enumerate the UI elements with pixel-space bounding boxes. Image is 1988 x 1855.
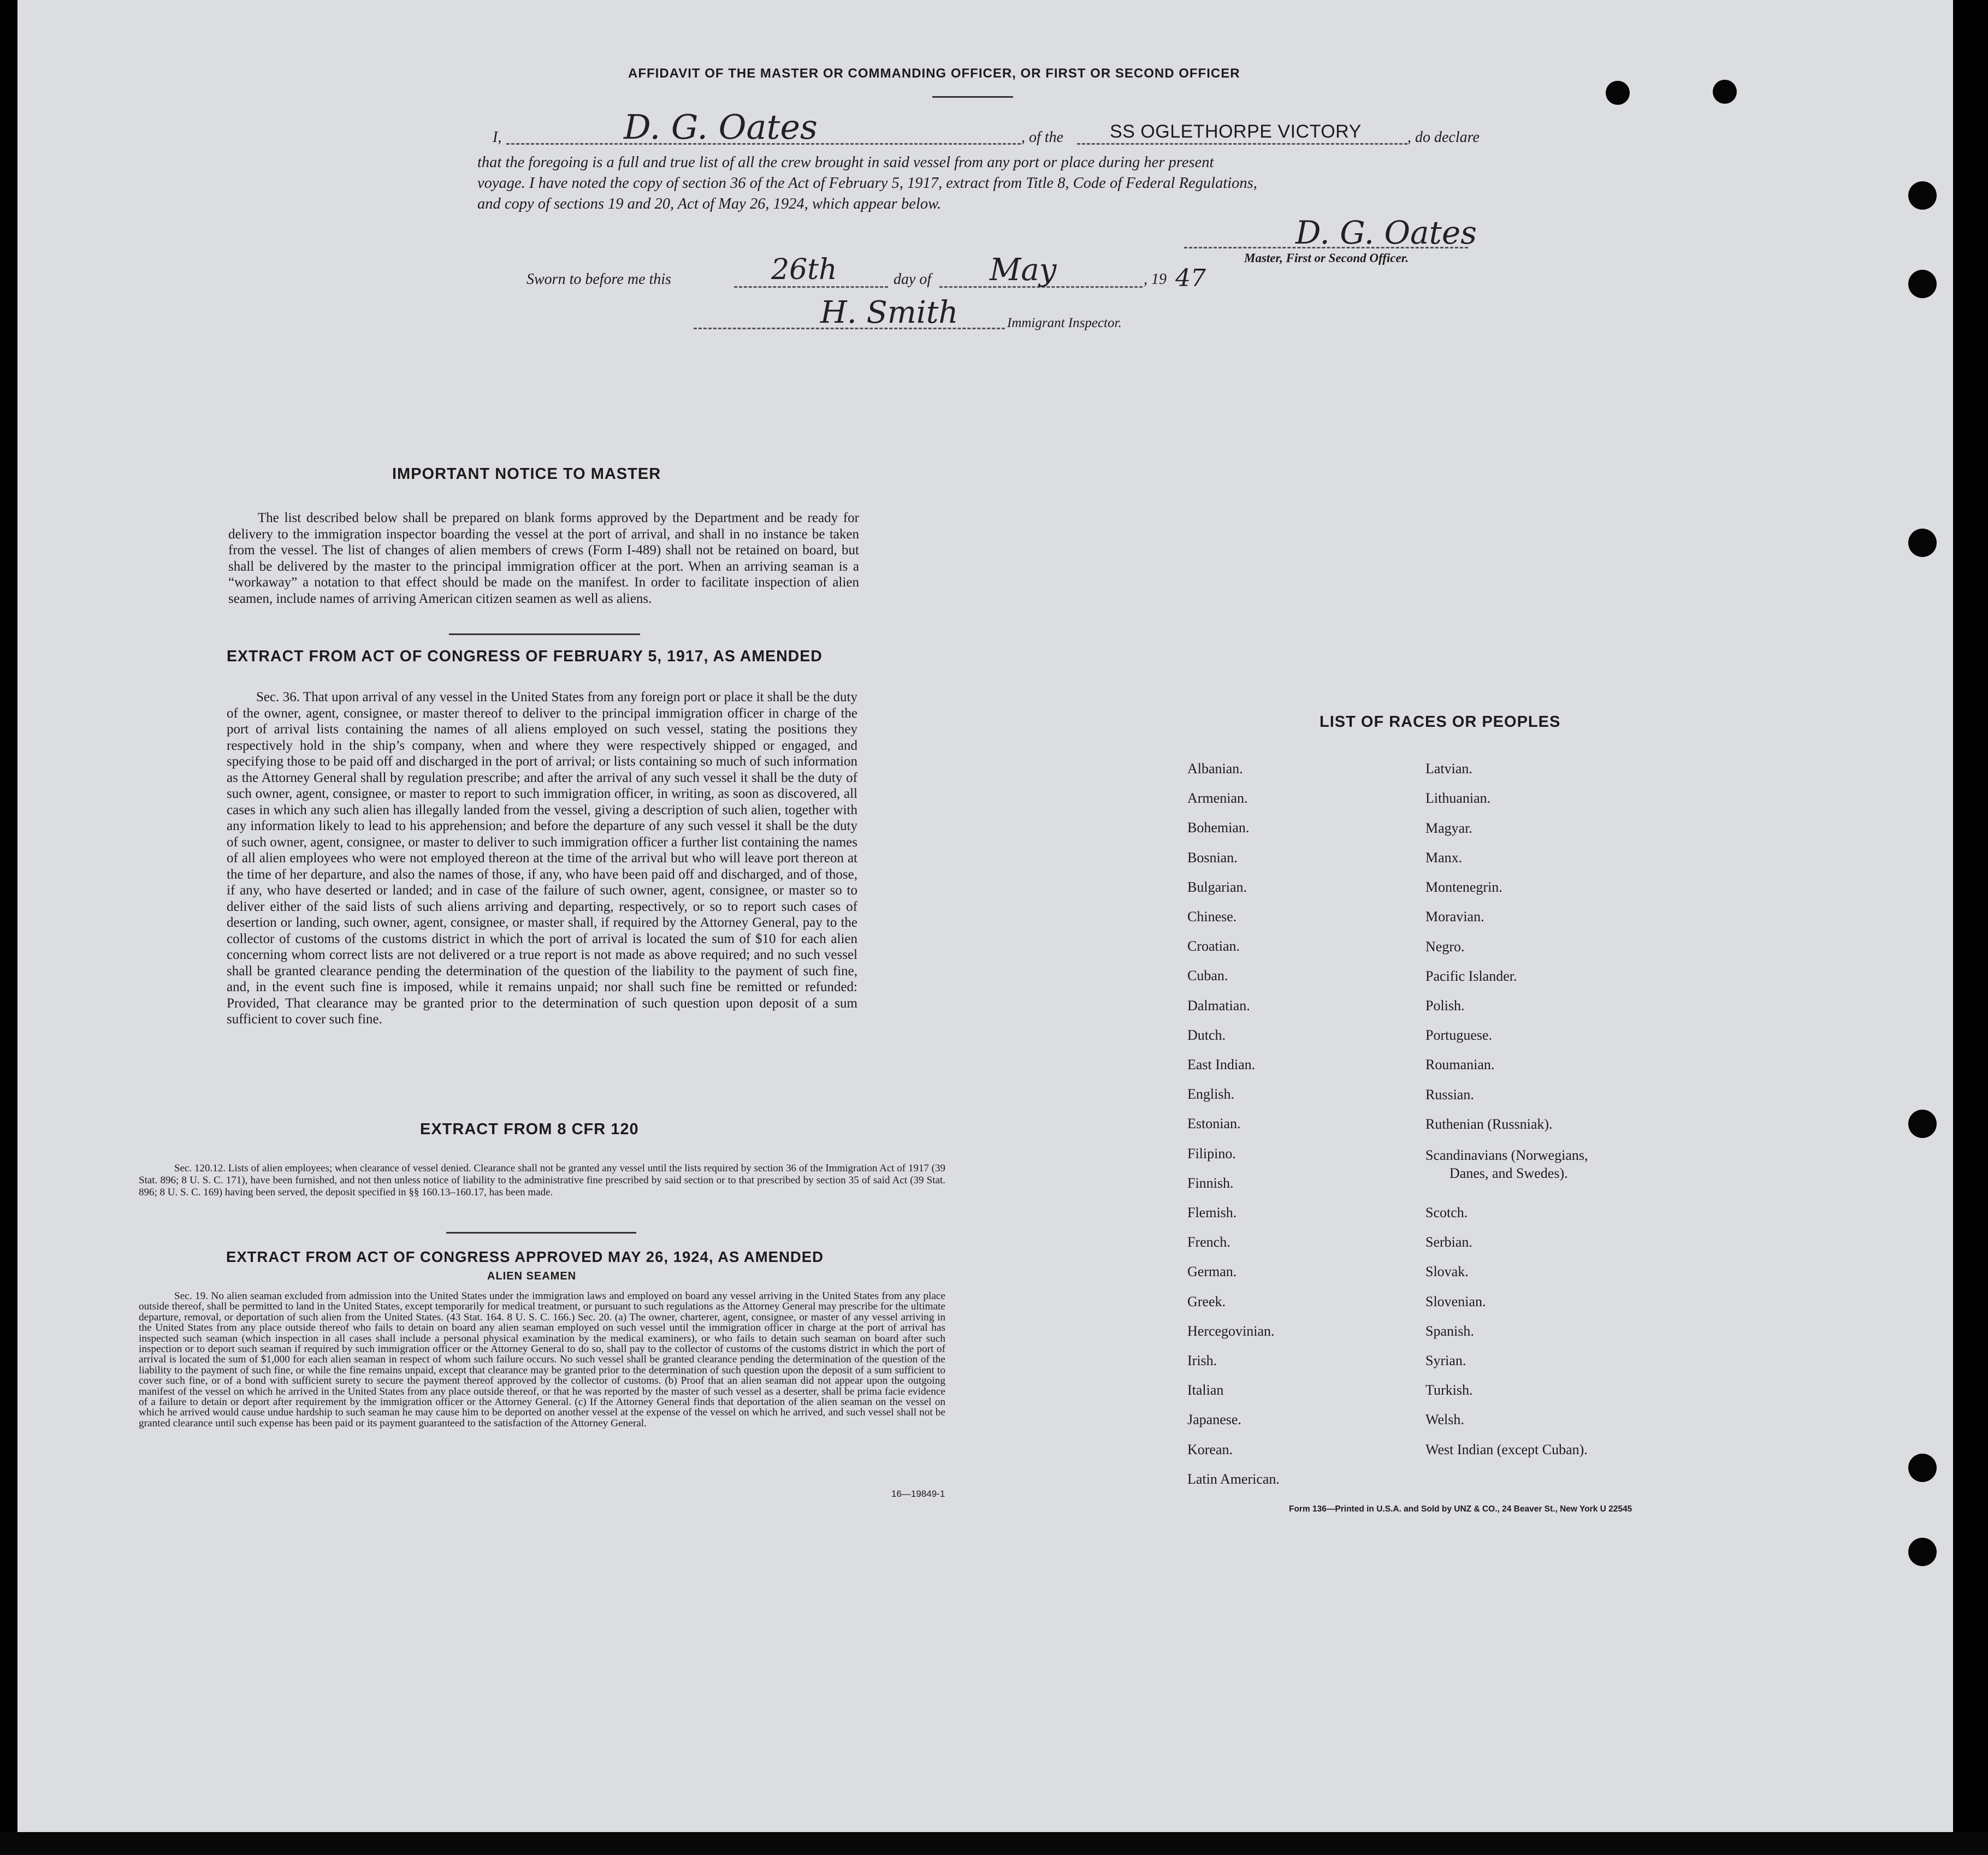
race-left-item: English. bbox=[1187, 1086, 1234, 1103]
binder-hole bbox=[1908, 181, 1937, 210]
race-left-item: Cuban. bbox=[1187, 968, 1228, 984]
race-left-item: Hercegovinian. bbox=[1187, 1323, 1275, 1339]
race-right-item: Syrian. bbox=[1425, 1353, 1466, 1368]
divider bbox=[932, 96, 1013, 98]
race-left-item: German. bbox=[1187, 1264, 1237, 1280]
race-left-item: Korean. bbox=[1187, 1441, 1233, 1457]
race-left-item: Estonian. bbox=[1187, 1116, 1241, 1132]
race-right-item: Ruthenian (Russniak). bbox=[1425, 1116, 1553, 1132]
race-right-item: Serbian. bbox=[1425, 1234, 1472, 1250]
sworn-label: Sworn to before me this bbox=[526, 271, 671, 288]
binder-hole bbox=[1908, 1454, 1937, 1482]
notice-text: The list described below shall be prepared on blank forms approved by the Department and be ready for delivery to the immigration inspector boarding the vessel at the port of arrival, and shall in no instance be taken from the vessel. The list of changes of alien members of crews (Form I-489) shall not be retained on board, but shall be delivered by the master to the principal immigration officer at the port. When an arriving seaman is a “workaway” a notation to that effect should be made on the manifest. In order to facilitate inspection of alien seamen, include names of arriving American citizen seamen as well as aliens. bbox=[228, 511, 859, 606]
race-left-item: Dutch. bbox=[1187, 1027, 1226, 1043]
race-right-item: Spanish. bbox=[1425, 1323, 1474, 1339]
master-signature: D. G. Oates bbox=[1295, 214, 1477, 251]
race-left-item: Greek. bbox=[1187, 1293, 1226, 1309]
race-left-item: Japanese. bbox=[1187, 1412, 1241, 1428]
races-title: LIST OF RACES OR PEOPLES bbox=[1320, 713, 1561, 731]
declaration-line-2: that the foregoing is a full and true list of all the crew brought in said vessel from any port or place during her present bbox=[477, 154, 1214, 171]
race-right-item: Magyar. bbox=[1425, 820, 1472, 836]
vessel-line bbox=[1077, 143, 1407, 145]
document-page bbox=[17, 0, 1953, 1832]
race-left-item: Bohemian. bbox=[1187, 820, 1250, 836]
race-left-item: Bulgarian. bbox=[1187, 879, 1247, 895]
sworn-day-line bbox=[734, 286, 888, 288]
inspector-caption: Immigrant Inspector. bbox=[1007, 316, 1122, 330]
race-left-item: Albanian. bbox=[1187, 761, 1243, 777]
race-left-item: Latin American. bbox=[1187, 1471, 1280, 1487]
binder-hole bbox=[1908, 270, 1937, 298]
year-suffix: 47 bbox=[1175, 264, 1206, 292]
act-1924-title: EXTRACT FROM ACT OF CONGRESS APPROVED MAY 26, 1924, AS AMENDED bbox=[226, 1248, 824, 1265]
race-right-item: Russian. bbox=[1425, 1087, 1474, 1103]
race-right-item: Montenegrin. bbox=[1425, 879, 1502, 895]
race-left-item: Finnish. bbox=[1187, 1175, 1234, 1191]
binder-hole bbox=[1908, 529, 1937, 557]
race-right-item: Pacific Islander. bbox=[1425, 968, 1517, 984]
race-right-item: Portuguese. bbox=[1425, 1027, 1493, 1043]
inspector-signature: H. Smith bbox=[820, 295, 958, 330]
race-left-item: Irish. bbox=[1187, 1353, 1217, 1368]
race-left-item: Flemish. bbox=[1187, 1205, 1237, 1220]
binder-hole bbox=[1713, 80, 1737, 104]
race-right-item: Manx. bbox=[1425, 850, 1463, 866]
race-left-item: Italian bbox=[1187, 1382, 1224, 1398]
sworn-day: 26th bbox=[771, 253, 837, 286]
declaration-i-label: I, bbox=[493, 129, 502, 146]
binder-hole bbox=[1908, 1110, 1937, 1138]
race-left-item: East Indian. bbox=[1187, 1057, 1256, 1072]
cfr-text: Sec. 120.12. Lists of alien employees; when clearance of vessel denied. Clearance shall not be granted any vessel until the lists required by section 36 of the Immigration Act of 1917 (39 Stat. 896; 8 U. S. C. 171), have been furnished, and not then unless notice of liability to the administrative fine prescribed by said section or to that prescribed by section 35 of said Act (39 Stat. 896; 8 U. S. C. 169) having been served, the deposit specified in §§ 160.13–160.17, has been made. bbox=[139, 1163, 945, 1198]
race-right-item: Scotch. bbox=[1425, 1205, 1468, 1220]
affidavit-title: AFFIDAVIT OF THE MASTER OR COMMANDING OFFICER, OR FIRST OR SECOND OFFICER bbox=[628, 66, 1240, 81]
race-right-item: Moravian. bbox=[1425, 909, 1484, 924]
race-right-item: Danes, and Swedes). bbox=[1449, 1165, 1568, 1181]
divider bbox=[449, 633, 640, 635]
master-caption: Master, First or Second Officer. bbox=[1244, 251, 1409, 265]
cfr-title: EXTRACT FROM 8 CFR 120 bbox=[420, 1121, 639, 1138]
race-left-item: Dalmatian. bbox=[1187, 997, 1250, 1014]
do-declare-label: , do declare bbox=[1407, 129, 1480, 146]
binder-hole bbox=[1908, 1538, 1937, 1566]
declaration-line-4: and copy of sections 19 and 20, Act of May 26, 1924, which appear below. bbox=[477, 195, 942, 212]
race-right-item: Roumanian. bbox=[1425, 1057, 1495, 1072]
sworn-month: May bbox=[990, 252, 1057, 288]
act-1917-title: EXTRACT FROM ACT OF CONGRESS OF FEBRUARY 5, 1917, AS AMENDED bbox=[227, 648, 823, 665]
race-right-item: Negro. bbox=[1425, 939, 1465, 955]
scan-border bbox=[0, 1832, 1988, 1855]
race-left-item: Armenian. bbox=[1187, 790, 1248, 807]
race-right-item: Slovenian. bbox=[1425, 1294, 1486, 1309]
race-left-item: Filipino. bbox=[1187, 1145, 1236, 1161]
race-right-item: Lithuanian. bbox=[1425, 790, 1491, 806]
race-right-item: Scandinavians (Norwegians, bbox=[1425, 1147, 1588, 1163]
race-right-item: Turkish. bbox=[1425, 1382, 1473, 1398]
year-prefix: , 19 bbox=[1144, 271, 1167, 288]
officer-signature: D. G. Oates bbox=[624, 107, 818, 147]
day-of-label: day of bbox=[894, 271, 932, 288]
printer-imprint: Form 136—Printed in U.S.A. and Sold by UNZ & CO., 24 Beaver St., New York U 22545 bbox=[1289, 1504, 1632, 1514]
divider bbox=[446, 1232, 636, 1234]
race-right-item: Polish. bbox=[1425, 998, 1465, 1014]
race-right-item: West Indian (except Cuban). bbox=[1425, 1442, 1588, 1457]
act-1924-subtitle: ALIEN SEAMEN bbox=[487, 1270, 577, 1282]
race-right-item: Latvian. bbox=[1425, 761, 1472, 777]
race-left-item: Bosnian. bbox=[1187, 849, 1238, 866]
act-1924-text: Sec. 19. No alien seaman excluded from admission into the United States under the immigration laws and employed on board any vessel arriving in the United States from any place outside thereof, shall be permitted to land in the United States, except temporarily for medical treatment, or pursuant to such regulations as the Attorney General may prescribe for the ultimate departure, removal, or deportation of such alien from the United States. (43 Stat. 164. 8 U. S. C. 166.) Sec. 20. (a) The owner, charterer, agent, consignee, or master of any vessel arriving in the United States from any place outside thereof who fails to detain on board any alien seaman employed on such vessel until the immigration officer in charge at the port of arrival has inspected such seaman (which inspection in all cases shall include a personal physical examination by the medical examiners), or who fails to detain such seaman on board after such inspection or to deport such seaman if required by such immigration officer or the Attorney General to do so, shall pay to the collector of customs of the customs district in which the port of arrival is located the sum of $1,000 for each alien seaman in respect of whom such failure occurs. No such vessel shall be granted clearance pending the determination of the question of the liability to the payment of such fine, or while the fine remains unpaid, except that clearance may be granted prior to the determination of such question upon the deposit of a sum sufficient to cover such fine, or of a bond with sufficient surety to secure the payment thereof approved by the collector of customs. (b) Proof that an alien seaman did not appear upon the outgoing manifest of the vessel on which he arrived in the United States from any place outside thereof, or that he was reported by the master of such vessel as a deserter, shall be prima facie evidence of a failure to detain or deport after requirement by the immigration officer or the Attorney General. (c) If the Attorney General finds that deportation of the alien seaman on the vessel on which he arrived would cause undue hardship to such seaman he may cause him to be deported on another vessel at the expense of the vessel on which he arrived, and such vessel shall not be granted clearance until such expense has been paid or its payment guaranteed to the satisfaction of the Attorney General. bbox=[139, 1290, 945, 1429]
race-right-item: Welsh. bbox=[1425, 1412, 1464, 1427]
notice-title: IMPORTANT NOTICE TO MASTER bbox=[392, 465, 661, 483]
race-left-item: French. bbox=[1187, 1234, 1230, 1251]
form-code: 16—19849-1 bbox=[891, 1489, 945, 1499]
of-the-label: , of the bbox=[1021, 129, 1063, 146]
declaration-line-3: voyage. I have noted the copy of section 36 of the Act of February 5, 1917, extract from Title 8, Code of Federal Regulations, bbox=[477, 175, 1257, 192]
race-right-item: Slovak. bbox=[1425, 1264, 1469, 1279]
vessel-name: SS OGLETHORPE VICTORY bbox=[1110, 121, 1362, 142]
race-left-item: Chinese. bbox=[1187, 909, 1237, 924]
race-left-item: Croatian. bbox=[1187, 938, 1240, 955]
binder-hole bbox=[1606, 81, 1630, 105]
act-1917-text: Sec. 36. That upon arrival of any vessel in the United States from any foreign port or place it shall be the duty of the owner, agent, consignee, or master thereof to deliver to the principal immigration officer in charge of the port of arrival lists containing the names of all aliens employed on such vessel, stating the positions they respectively hold in the ship’s company, when and where they were respectively shipped or engaged, and specifying those to be paid off and discharged in the port of arrival; or lists containing so much of such information as the Attorney General shall by regulation prescribe; and after the arrival of any such vessel it shall be the duty of such owner, agent, consignee, or master to report to such immigration officer, in writing, as soon as discovered, all cases in which any such alien has illegally landed from the vessel, giving a description of such alien, together with any information likely to lead to his apprehension; and before the departure of any such vessel it shall be the duty of such owner, agent, consignee, or master to deliver to such immigration officer a further list containing the names of all alien employees who were not employed thereon at the time of the arrival but who will leave port thereon at the time of her departure, and also the names of those, if any, who have been paid off and discharged, and of those, if any, who have deserted or landed; and in case of the failure of such owner, agent, consignee, or master so to deliver either of the said lists of such aliens arriving and departing, respectively, or so to report such cases of desertion or landing, such owner, agent, consignee, or master shall, if required by the Attorney General, pay to the collector of customs of the customs district in which the port of arrival is located the sum of $10 for each alien concerning whom correct lists are not delivered or a true report is not made as above required; and no such vessel shall be granted clearance pending the determination of the question of the liability to the payment of such fine, and, in the event such fine is imposed, while it remains unpaid; nor shall such fine be remitted or refunded: Provided, That clearance may be granted prior to the determination of such question upon deposit of a sum sufficient to cover such fine. bbox=[227, 690, 857, 1027]
